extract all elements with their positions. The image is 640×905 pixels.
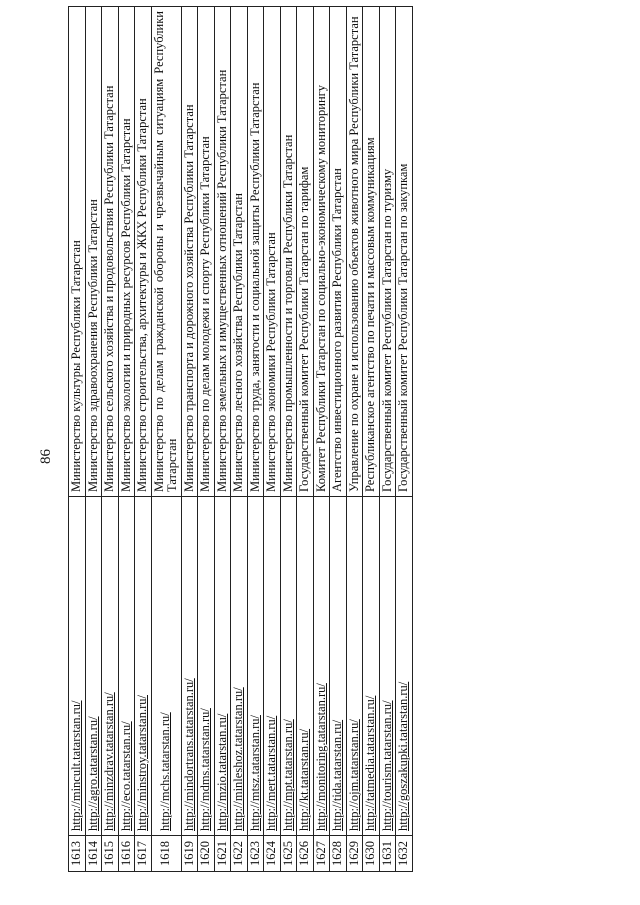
url-cell (181, 497, 198, 836)
row-number: 1625 (280, 836, 297, 872)
url-cell (363, 497, 380, 836)
table-row (396, 7, 413, 872)
site-link[interactable]: http://tida.tatarstan.ru/ (330, 719, 344, 831)
sites-table (68, 6, 413, 872)
row-number: 1632 (396, 836, 413, 872)
row-number: 1620 (198, 836, 215, 872)
organization-name: Министерство промышленности и торговли Республики Татарстан (280, 7, 297, 497)
table-row (102, 7, 119, 872)
url-cell (151, 497, 181, 836)
table-row (181, 7, 198, 872)
row-number: 1622 (231, 836, 248, 872)
url-cell (379, 497, 396, 836)
table-row (135, 7, 152, 872)
url-cell (69, 497, 86, 836)
site-link[interactable]: http://ojm.tatarstan.ru/ (346, 719, 361, 831)
organization-name: Министерство лесного хозяйства Республики Татарстан (231, 7, 248, 497)
row-number: 1627 (313, 836, 330, 872)
table-row (280, 7, 297, 872)
site-link[interactable]: http://mincult.tatarstan.ru/ (69, 700, 83, 831)
site-link[interactable]: http://eco.tatarstan.ru/ (118, 721, 133, 831)
row-number: 1626 (297, 836, 314, 872)
url-cell (264, 497, 281, 836)
table-row (247, 7, 264, 872)
site-link[interactable]: http://minzdrav.tatarstan.ru/ (102, 692, 116, 831)
url-cell (280, 497, 297, 836)
rotated-page-content (68, 6, 588, 872)
url-cell (231, 497, 248, 836)
site-link[interactable]: http://mdms.tatarstan.ru/ (198, 708, 212, 831)
sites-table-body (69, 7, 413, 872)
table-row (198, 7, 215, 872)
organization-name: Министерство земельных и имущественных отношений Республики Татарстан (214, 7, 231, 497)
table-row (330, 7, 347, 872)
site-link[interactable]: http://minleshoz.tatarstan.ru/ (231, 687, 245, 831)
row-number: 1617 (135, 836, 152, 872)
organization-name: Комитет Республики Татарстан по социально-экономическому мониторингу (313, 7, 330, 497)
table-row (231, 7, 248, 872)
table-row (85, 7, 102, 872)
row-number: 1613 (69, 836, 86, 872)
table-row (264, 7, 281, 872)
table-row (313, 7, 330, 872)
organization-name: Министерство транспорта и дорожного хозяйства Республики Татарстан (181, 7, 198, 497)
url-cell (214, 497, 231, 836)
row-number: 1624 (264, 836, 281, 872)
url-cell (135, 497, 152, 836)
organization-name: Министерство труда, занятости и социальной защиты Республики Татарстан (247, 7, 264, 497)
table-row (151, 7, 181, 872)
organization-name: Министерство здравоохранения Республики Татарстан (85, 7, 102, 497)
row-number: 1619 (181, 836, 198, 872)
row-number: 1629 (346, 836, 363, 872)
table-row (346, 7, 363, 872)
row-number: 1616 (118, 836, 135, 872)
url-cell (247, 497, 264, 836)
table-row (214, 7, 231, 872)
url-cell (346, 497, 363, 836)
site-link[interactable]: http://monitoring.tatarstan.ru/ (313, 683, 328, 831)
site-link[interactable]: http://mtsz.tatarstan.ru/ (247, 715, 262, 831)
organization-name: Министерство экономики Республики Татарстан (264, 7, 281, 497)
row-number: 1623 (247, 836, 264, 872)
site-link[interactable]: http://minstroy.tatarstan.ru/ (135, 695, 149, 831)
url-cell (198, 497, 215, 836)
row-number: 1630 (363, 836, 380, 872)
row-number: 1618 (151, 836, 181, 872)
url-cell (118, 497, 135, 836)
organization-name: Республиканское агентство по печати и массовым коммуникациям (363, 7, 380, 497)
organization-name: Министерство строительства, архитектуры и ЖКХ Республики Татарстан (135, 7, 152, 497)
site-link[interactable]: http://mzio.tatarstan.ru/ (214, 713, 229, 831)
url-cell (297, 497, 314, 836)
url-cell (85, 497, 102, 836)
url-cell (396, 497, 413, 836)
row-number: 1615 (102, 836, 119, 872)
row-number: 1631 (379, 836, 396, 872)
site-link[interactable]: http://mindortrans.tatarstan.ru/ (181, 678, 196, 831)
organization-name: Министерство культуры Республики Татарстан (69, 7, 86, 497)
organization-name: Министерство сельского хозяйства и продовольствия Республики Татарстан (102, 7, 119, 497)
organization-name: Министерство экологии и природных ресурсов Республики Татарстан (118, 7, 135, 497)
site-link[interactable]: http://kt.tatarstan.ru/ (297, 728, 311, 831)
url-cell (102, 497, 119, 836)
organization-name: Государственный комитет Республики Татарстан по тарифам (297, 7, 314, 497)
table-row (118, 7, 135, 872)
organization-name: Министерство по делам гражданской обороны и чрезвычайным ситуациям Республики Татарстан (151, 7, 181, 497)
table-row (297, 7, 314, 872)
site-link[interactable]: http://mchs.tatarstan.ru/ (158, 712, 173, 831)
url-cell (313, 497, 330, 836)
row-number: 1621 (214, 836, 231, 872)
organization-name: Государственный комитет Республики Татарстан по закупкам (396, 7, 413, 497)
site-link[interactable]: http://mpt.tatarstan.ru/ (280, 719, 295, 831)
table-row (379, 7, 396, 872)
url-cell (330, 497, 347, 836)
site-link[interactable]: http://tourism.tatarstan.ru/ (379, 700, 394, 831)
page-number: 86 (38, 449, 54, 464)
site-link[interactable]: http://tatmedia.tatarstan.ru/ (363, 695, 377, 831)
site-link[interactable]: http://goszakupki.tatarstan.ru/ (396, 681, 410, 831)
site-link[interactable]: http://agro.tatarstan.ru/ (85, 716, 100, 831)
organization-name: Государственный комитет Республики Татарстан по туризму (379, 7, 396, 497)
site-link[interactable]: http://mert.tatarstan.ru/ (264, 715, 278, 831)
organization-name: Агентство инвестиционного развития Республики Татарстан (330, 7, 347, 497)
table-row (363, 7, 380, 872)
table-row (69, 7, 86, 872)
organization-name: Управление по охране и использованию объектов животного мира Республики Татарстан (346, 7, 363, 497)
row-number: 1628 (330, 836, 347, 872)
organization-name: Министерство по делам молодежи и спорту Республики Татарстан (198, 7, 215, 497)
row-number: 1614 (85, 836, 102, 872)
